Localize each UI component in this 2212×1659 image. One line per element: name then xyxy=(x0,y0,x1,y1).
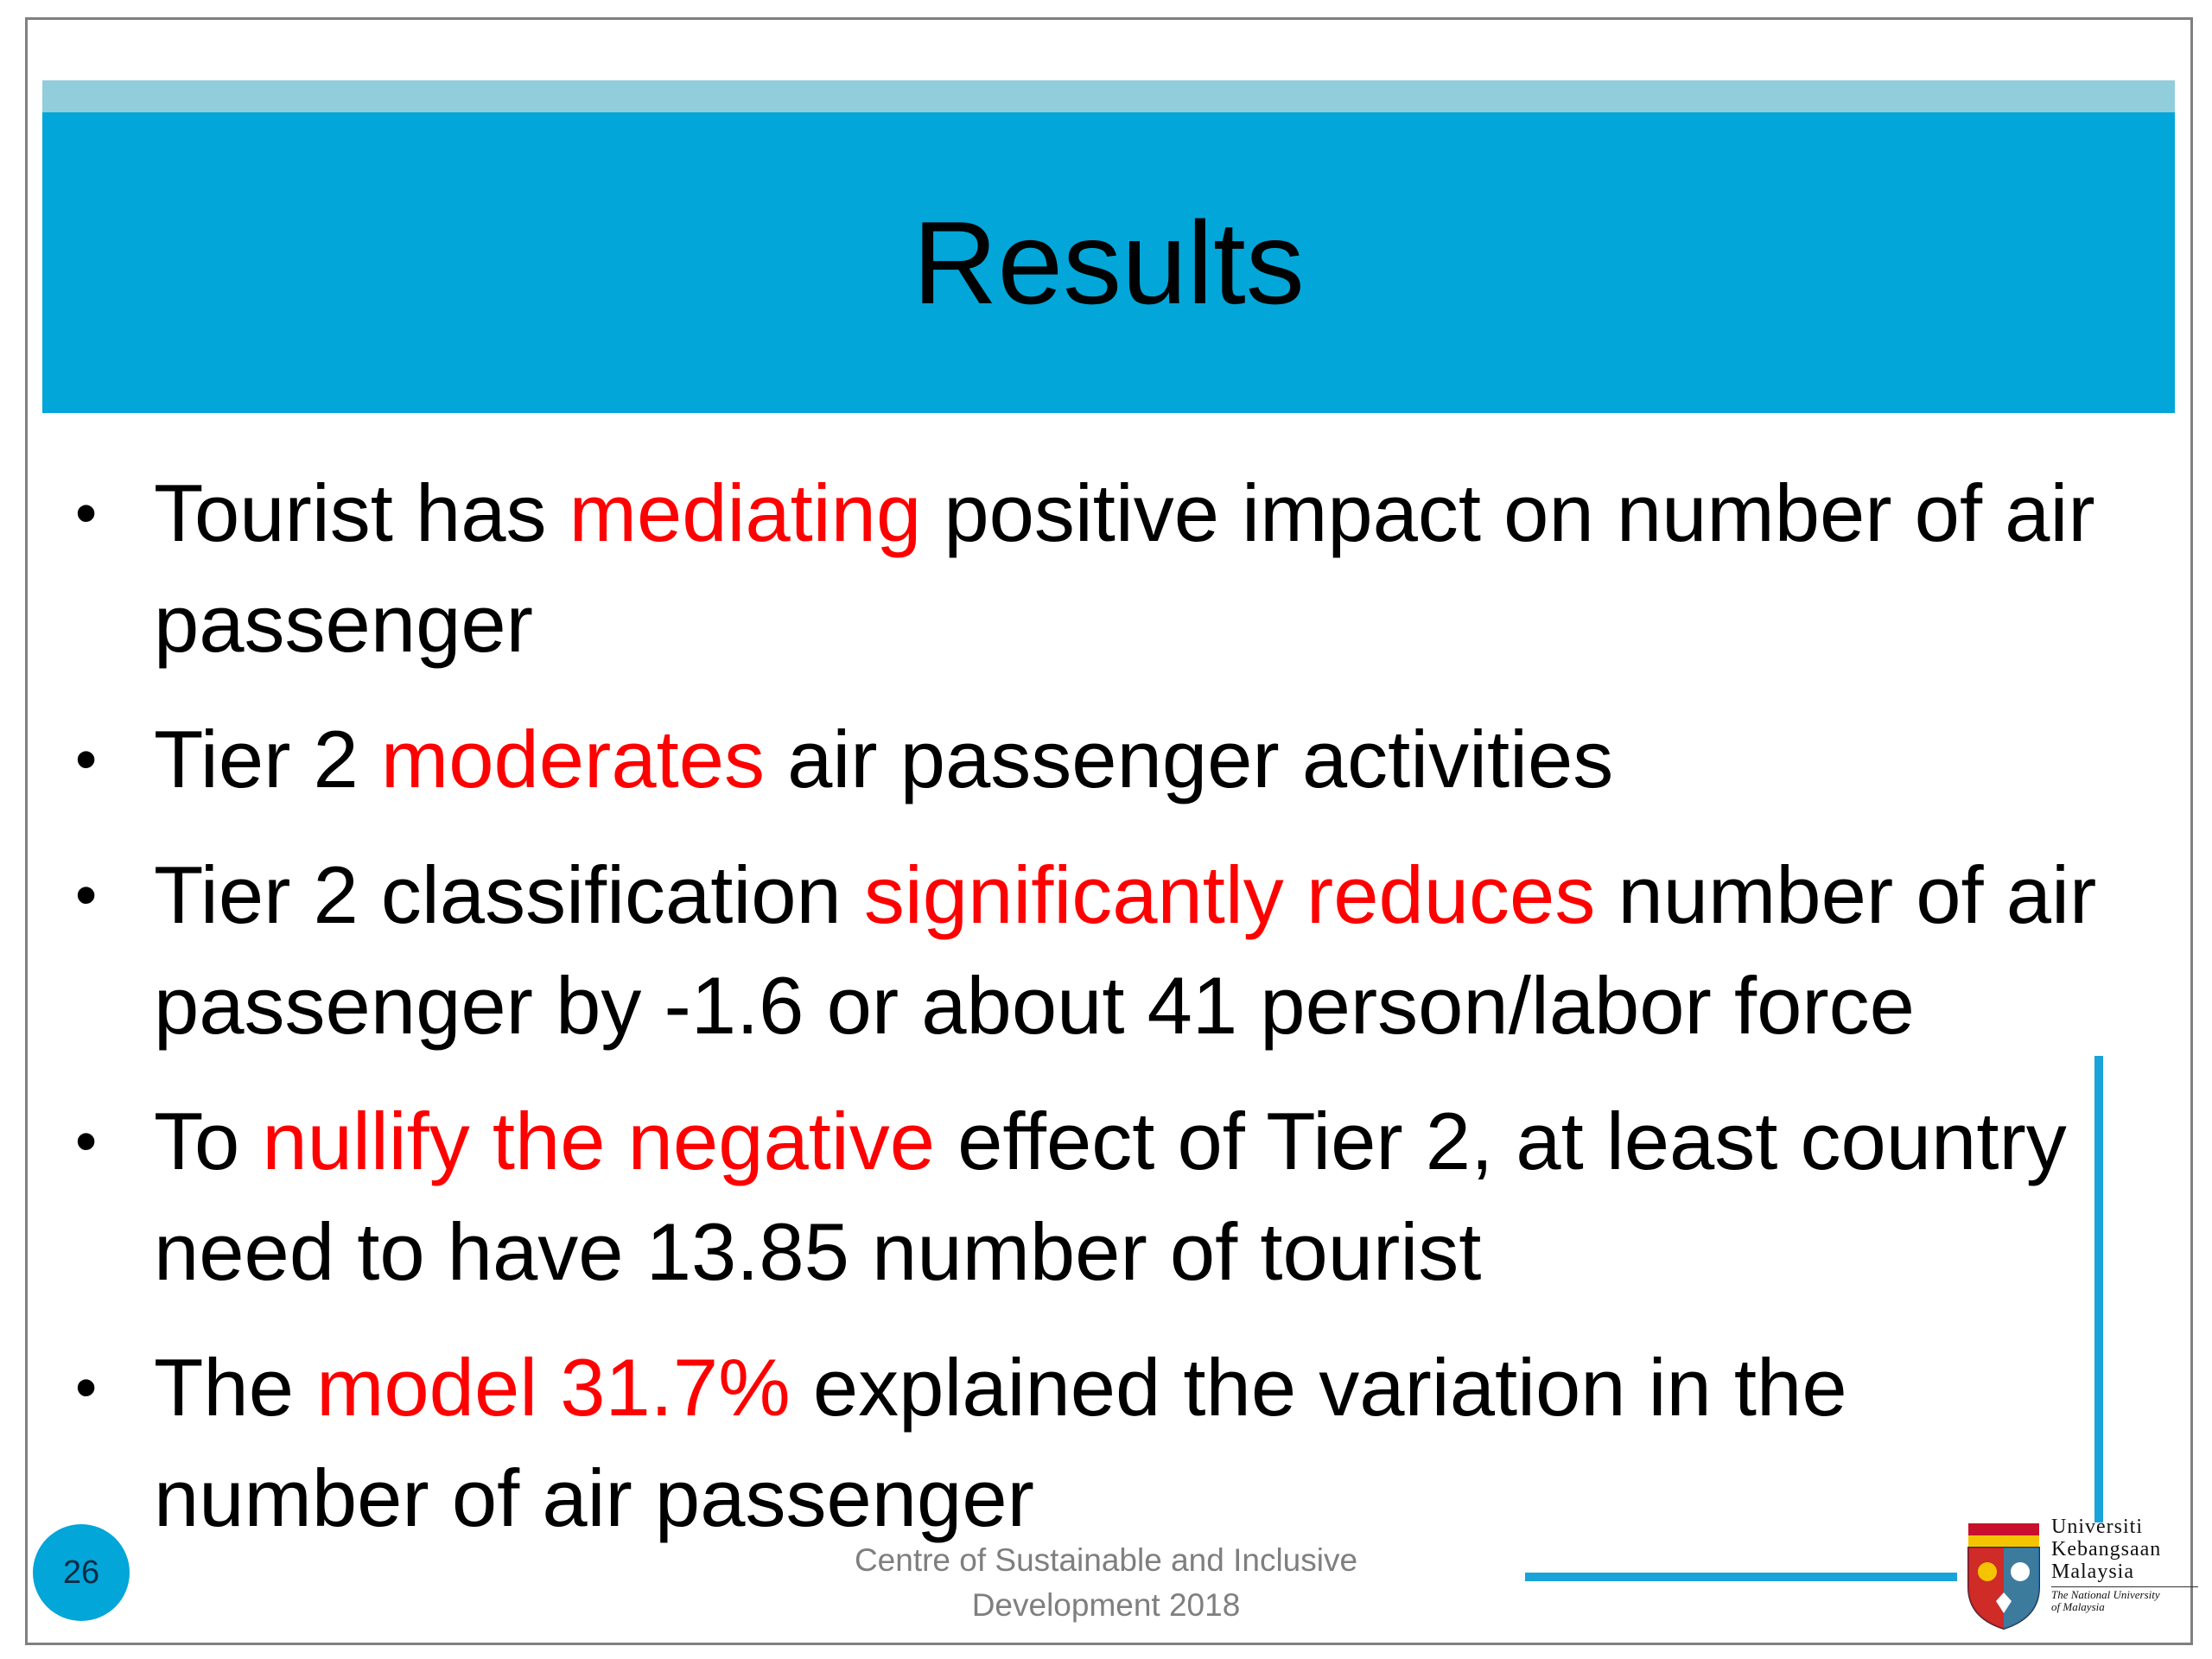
logo-line-3: Malaysia xyxy=(2051,1560,2134,1583)
bullet-item xyxy=(65,704,2139,815)
accent-vertical-line xyxy=(2094,1056,2103,1522)
bullet-highlight: significantly reduces xyxy=(863,849,1596,940)
logo-subtitle-2: of Malaysia xyxy=(2051,1600,2105,1613)
bullet-dot: • xyxy=(75,861,98,930)
bullet-highlight: nullify the negative xyxy=(262,1096,936,1186)
page-number: 26 xyxy=(62,1554,100,1591)
bullet-text: Tier 2 classification xyxy=(154,849,864,940)
logo-text xyxy=(2051,1516,2198,1613)
bullet-text: Tourist has xyxy=(154,467,569,558)
bullet-dot: • xyxy=(75,1353,98,1422)
bullet-text: Tier 2 xyxy=(154,714,381,804)
bullet-item xyxy=(65,840,2139,1061)
bullet-text: explained the variation in the number of air passenger xyxy=(154,1342,1847,1543)
bullet-dot: • xyxy=(75,479,98,548)
bullet-text: number of air passenger by -1.6 or about 41 person/labor force xyxy=(154,849,2097,1051)
bullet-dot: • xyxy=(75,1107,98,1176)
slide-title: Results xyxy=(912,197,1305,328)
footer-line-2: Development 2018 xyxy=(971,1587,1241,1623)
logo-line-2: Kebangsaan xyxy=(2051,1538,2162,1560)
logo-subtitle-1: The National University xyxy=(2051,1586,2198,1601)
footer-text xyxy=(760,1538,1452,1628)
bullet-list xyxy=(65,458,2139,1579)
logo-line-1: Universiti xyxy=(2051,1516,2143,1538)
bullet-text: To xyxy=(154,1096,263,1186)
university-crest-icon xyxy=(1961,1518,2046,1630)
bullet-highlight: moderates xyxy=(380,714,766,804)
bullet-text: air passenger activities xyxy=(765,714,1614,804)
bullet-item xyxy=(65,1086,2139,1307)
bullet-text: positive impact on number of air passenger xyxy=(154,467,2095,669)
accent-horizontal-line xyxy=(1525,1573,1957,1581)
title-band xyxy=(42,112,2175,413)
bullet-text: The xyxy=(154,1342,317,1433)
bullet-item xyxy=(65,1332,2139,1554)
bullet-highlight: model 31.7% xyxy=(316,1342,791,1433)
bullet-dot: • xyxy=(75,725,98,794)
title-band-top xyxy=(42,80,2175,113)
bullet-text: effect of Tier 2, at least country need to have 13.85 number of tourist xyxy=(154,1096,2067,1297)
bullet-highlight: mediating xyxy=(569,467,922,558)
bullet-item xyxy=(65,458,2139,679)
university-logo xyxy=(1955,1514,2196,1639)
page-number-badge xyxy=(33,1524,130,1621)
footer-line-1: Centre of Sustainable and Inclusive xyxy=(854,1542,1358,1578)
